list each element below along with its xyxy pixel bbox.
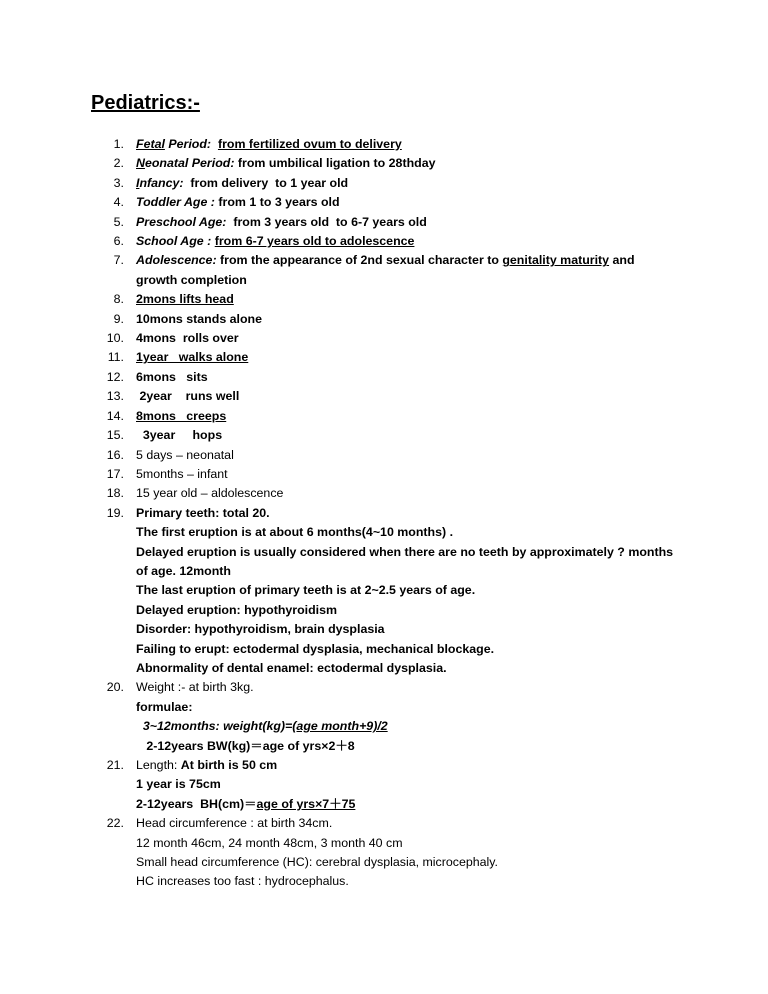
list-item-2: 2. Neonatal Period: from umbilical ligation to 28thday xyxy=(0,154,768,173)
list-item-13: 13. 2year runs well xyxy=(0,387,768,406)
item-number: 14. xyxy=(106,408,124,423)
item-number: 6. xyxy=(113,234,124,249)
item-number: 9. xyxy=(113,311,124,326)
list-item-4: 4. Toddler Age : from 1 to 3 years old xyxy=(0,193,768,212)
item-number: 12. xyxy=(106,369,124,384)
list-item-16: 16. 5 days – neonatal xyxy=(0,446,768,465)
item-number: 15. xyxy=(106,428,124,443)
list-item-9: 9. 10mons stands alone xyxy=(0,310,768,329)
item-number: 21. xyxy=(106,758,124,772)
item-number: 18. xyxy=(106,486,124,501)
list-item-14: 14. 8mons creeps xyxy=(0,407,768,426)
item-number: 4. xyxy=(113,195,124,210)
list-item-1: 1. Fetal Period: from fertilized ovum to delivery xyxy=(0,135,768,154)
item-number: 7. xyxy=(113,253,124,268)
list-item-15: 15. 3year hops xyxy=(0,426,768,445)
list-item-18: 18. 15 year old – aldolescence xyxy=(0,484,768,503)
item-number: 10. xyxy=(106,331,124,346)
item-number: 3. xyxy=(113,175,124,190)
list-item-6: 6. School Age : from 6-7 years old to adolescence xyxy=(0,232,768,251)
item-number: 8. xyxy=(113,292,124,307)
item-number: 5. xyxy=(113,214,124,229)
list-item-19: 19. Primary teeth: total 20. The first eruption is at about 6 months(4~10 months) . Delayed eruption is usually considered when there are no teeth by approximately ? months of age. 12month The last eruption of primary teeth is at 2~2.5 years of age. Delayed eruption: hypothyroidism Disorder: hypothyroidism, brain dysplasia Failing to erupt: ectodermal dysplasia, mechanical blockage. Abnormality of dental enamel: ectodermal dysplasia. xyxy=(0,504,768,679)
item-number: 19. xyxy=(106,505,124,520)
list-item-7: 7. Adolescence: from the appearance of 2nd sexual character to genitality maturity and growth completion xyxy=(0,251,768,290)
list-item-20: 20. Weight :- at birth 3kg. formulae: 3~12months: weight(kg)=(age month+9)/2 2-12years BW(kg)＝age of yrs×2＋8 xyxy=(0,678,768,756)
list-item-10: 10. 4mons rolls over xyxy=(0,329,768,348)
item-number: 16. xyxy=(106,447,124,462)
item-number: 2. xyxy=(113,156,124,171)
list-item-22: 22. Head circumference : at birth 34cm. 12 month 46cm, 24 month 48cm, 3 month 40 cm Small head circumference (HC): cerebral dysplasia, microcephaly. HC increases too fast : hydrocephalus. xyxy=(0,814,768,892)
item-number: 13. xyxy=(106,389,124,404)
page-title: Pediatrics:- xyxy=(91,92,200,114)
list-item-12: 12. 6mons sits xyxy=(0,368,768,387)
list-item-3: 3. Infancy: from delivery to 1 year old xyxy=(0,174,768,193)
list-item-5: 5. Preschool Age: from 3 years old to 6-7 years old xyxy=(0,213,768,232)
item-number: 1. xyxy=(113,137,124,151)
item-number: 17. xyxy=(106,466,124,481)
item-number: 22. xyxy=(106,816,124,831)
list-item-8: 8. 2mons lifts head xyxy=(0,290,768,309)
item-number: 20. xyxy=(106,680,124,695)
list-item-17: 17. 5months – infant xyxy=(0,465,768,484)
numbered-list xyxy=(0,135,768,892)
list-item-21: 21. Length: At birth is 50 cm 1 year is 75cm 2-12years BH(cm)＝age of yrs×7＋75 xyxy=(0,756,768,814)
list-item-11: 11. 1year walks alone xyxy=(0,348,768,367)
item-number: 11. xyxy=(107,350,124,365)
